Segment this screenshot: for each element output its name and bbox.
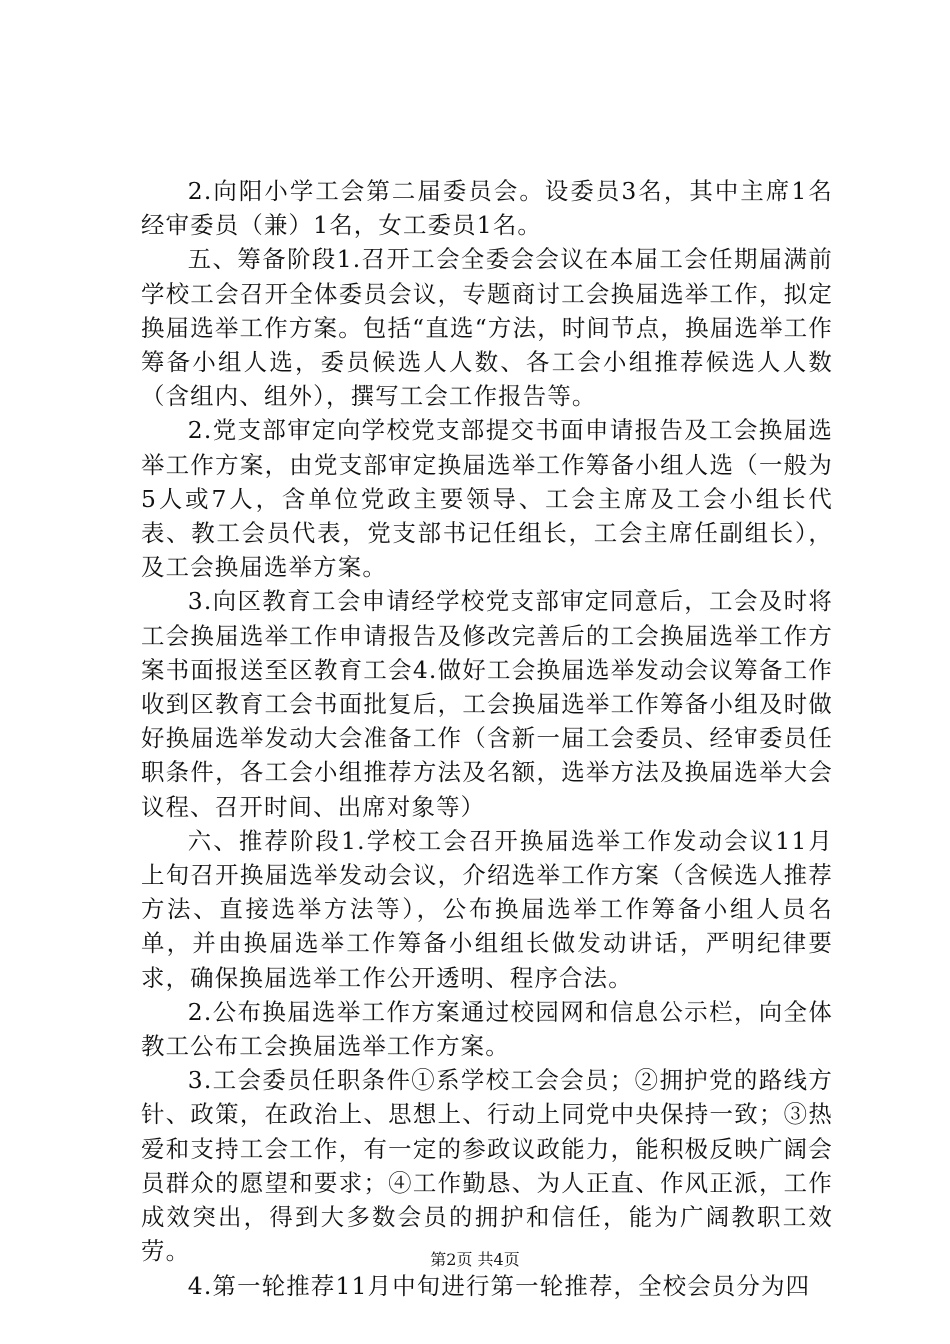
paragraph-district-application: 3.向区教育工会申请经学校党支部审定同意后，工会及时将工会换届选举工作申请报告及修改完善后的工会换届选举工作方案书面报送至区教育工会4.做好工会换届选举发动会议筹备工作收到区教育工会书面批复后，工会换届选举工作筹备小组及时做好换届选举发动大会准备工作（含新一届工会委员、经审委员任职条件，各工会小组推荐方法及名额，选举方法及换届选举大会议程、召开时间、出席对象等） [141, 587, 833, 821]
paragraph-first-round: 4.第一轮推荐11月中旬进行第一轮推荐，全校会员分为四 [187, 1271, 811, 1300]
paragraph-committee-composition: 2.向阳小学工会第二届委员会。设委员3名，其中主席1名经审委员（兼）1名，女工委员1名。 [141, 177, 833, 240]
page-number-footer: 第2页 共4页 [430, 1250, 520, 1269]
paragraph-preparation-stage: 五、筹备阶段1.召开工会全委会会议在本届工会任期届满前学校工会召开全体委员会议，专题商讨工会换届选举工作，拟定换届选举工作方案。包括“直选“方法，时间节点，换届选举工作筹备小组人选，委员候选人人数、各工会小组推荐候选人人数（含组内、组外），撰写工会工作报告等。 [141, 245, 833, 411]
paragraph-publish-plan: 2.公布换届选举工作方案通过校园网和信息公示栏，向全体教工公布工会换届选举工作方案。 [141, 997, 833, 1061]
paragraph-party-review: 2.党支部审定向学校党支部提交书面申请报告及工会换届选举工作方案，由党支部审定换届选举工作筹备小组人选（一般为5人或7人，含单位党政主要领导、工会主席及工会小组长代表、教工会员代表，党支部书记任组长，工会主席任副组长），及工会换届选举方案。 [141, 416, 833, 582]
paragraph-recommendation-stage: 六、推荐阶段1.学校工会召开换届选举工作发动会议11月上旬召开换届选举发动会议，介绍选举工作方案（含候选人推荐方法、直接选举方法等），公布换届选举工作筹备小组人员名单，并由换届选举工作筹备小组组长做发动讲话，严明纪律要求，确保换届选举工作公开透明、程序合法。 [141, 826, 833, 992]
document-body [141, 174, 833, 1303]
paragraph-qualifications: 3.工会委员任职条件①系学校工会会员；②拥护党的路线方针、政策，在政治上、思想上、行动上同党中央保持一致；③热爱和支持工会工作，有一定的参政议政能力，能积极反映广阔会员群众的愿望和要求；④工作勤恳、为人正直、作风正派，工作成效突出，得到大多数会员的拥护和信任，能为广阔教职工效劳。 [141, 1066, 833, 1266]
